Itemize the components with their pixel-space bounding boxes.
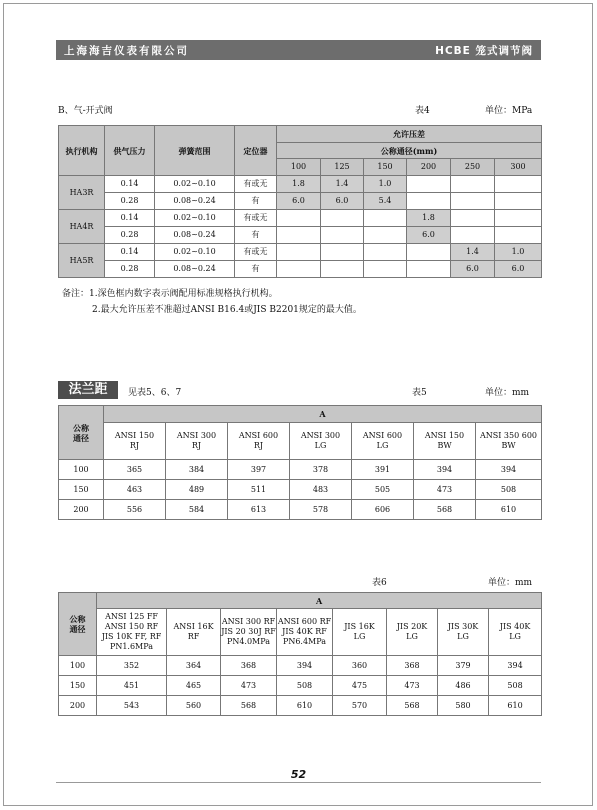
value-cell: 568 bbox=[221, 696, 277, 716]
dn-cell: 200 bbox=[59, 500, 104, 520]
value-cell: 365 bbox=[104, 460, 166, 480]
col-supply: 供气压力 bbox=[105, 126, 155, 176]
spring-cell: 0.08~0.24 bbox=[155, 227, 235, 244]
positioner-cell: 有或无 bbox=[235, 210, 277, 227]
flange-col-header: ANSI 150 RJ bbox=[104, 423, 166, 460]
value-cell bbox=[495, 176, 542, 193]
value-cell: 394 bbox=[489, 656, 542, 676]
dn-header: 200 bbox=[407, 159, 451, 176]
positioner-cell: 有 bbox=[235, 261, 277, 278]
table5-flange bbox=[58, 405, 542, 520]
value-cell: 1.4 bbox=[451, 244, 495, 261]
t5-a: A bbox=[104, 406, 542, 423]
value-cell: 397 bbox=[228, 460, 290, 480]
value-cell: 1.0 bbox=[495, 244, 542, 261]
supply-cell: 0.14 bbox=[105, 244, 155, 261]
value-cell bbox=[495, 193, 542, 210]
value-cell: 6.0 bbox=[451, 261, 495, 278]
value-cell: 394 bbox=[476, 460, 542, 480]
value-cell bbox=[321, 261, 364, 278]
supply-cell: 0.28 bbox=[105, 193, 155, 210]
value-cell: 1.8 bbox=[407, 210, 451, 227]
positioner-cell: 有或无 bbox=[235, 244, 277, 261]
flange-col-header: JIS 40K LG bbox=[489, 609, 542, 656]
table-row bbox=[59, 244, 542, 261]
table4-pressure bbox=[58, 125, 542, 278]
table-row bbox=[59, 176, 542, 193]
value-cell bbox=[451, 176, 495, 193]
dn-cell: 150 bbox=[59, 480, 104, 500]
flange-col-header: ANSI 125 FF ANSI 150 RF JIS 10K FF, RF PN1.6MPa bbox=[97, 609, 167, 656]
table-row bbox=[59, 696, 542, 716]
spring-cell: 0.02~0.10 bbox=[155, 210, 235, 227]
supply-cell: 0.28 bbox=[105, 261, 155, 278]
value-cell: 463 bbox=[104, 480, 166, 500]
dn-header: 250 bbox=[451, 159, 495, 176]
table4-number: 表4 bbox=[415, 106, 430, 116]
table-row bbox=[59, 480, 542, 500]
value-cell bbox=[407, 176, 451, 193]
value-cell: 1.0 bbox=[364, 176, 407, 193]
dn-header: 300 bbox=[495, 159, 542, 176]
table4-unit: 单位：MPa bbox=[485, 106, 533, 116]
actuator-cell: HA3R bbox=[59, 176, 105, 210]
value-cell bbox=[451, 227, 495, 244]
section-b-title: B、气-开式阀 bbox=[58, 106, 113, 116]
value-cell: 508 bbox=[277, 676, 333, 696]
value-cell: 394 bbox=[414, 460, 476, 480]
value-cell bbox=[364, 261, 407, 278]
table-row bbox=[59, 193, 542, 210]
value-cell: 613 bbox=[228, 500, 290, 520]
col-nominal: 公称通径(mm) bbox=[277, 143, 542, 159]
table-row bbox=[59, 227, 542, 244]
col-actuator: 执行机构 bbox=[59, 126, 105, 176]
table-row bbox=[59, 261, 542, 278]
value-cell bbox=[321, 227, 364, 244]
value-cell: 511 bbox=[228, 480, 290, 500]
value-cell: 486 bbox=[438, 676, 489, 696]
value-cell: 1.8 bbox=[277, 176, 321, 193]
col-positioner: 定位器 bbox=[235, 126, 277, 176]
value-cell: 606 bbox=[352, 500, 414, 520]
product-title: HCBE 笼式调节阀 bbox=[435, 45, 533, 57]
value-cell: 451 bbox=[97, 676, 167, 696]
value-cell bbox=[451, 193, 495, 210]
value-cell: 489 bbox=[166, 480, 228, 500]
value-cell: 352 bbox=[97, 656, 167, 676]
supply-cell: 0.14 bbox=[105, 210, 155, 227]
flange-col-header: ANSI 600 RJ bbox=[228, 423, 290, 460]
value-cell bbox=[321, 244, 364, 261]
col-spring: 弹簧范围 bbox=[155, 126, 235, 176]
table6-unit: 单位：mm bbox=[488, 578, 533, 588]
dn-cell: 100 bbox=[59, 460, 104, 480]
value-cell: 473 bbox=[387, 676, 438, 696]
value-cell bbox=[451, 210, 495, 227]
flange-col-header: ANSI 600 RF JIS 40K RF PN6.4MPa bbox=[277, 609, 333, 656]
value-cell bbox=[495, 210, 542, 227]
value-cell: 368 bbox=[221, 656, 277, 676]
spring-cell: 0.02~0.10 bbox=[155, 244, 235, 261]
value-cell: 560 bbox=[167, 696, 221, 716]
table-row bbox=[59, 500, 542, 520]
table-row bbox=[59, 460, 542, 480]
value-cell: 556 bbox=[104, 500, 166, 520]
flange-see: 见表5、6、7 bbox=[128, 388, 182, 398]
flange-col-header: ANSI 300 RF JIS 20 30J RF PN4.0MPa bbox=[221, 609, 277, 656]
value-cell: 391 bbox=[352, 460, 414, 480]
t6-a: A bbox=[97, 593, 542, 609]
value-cell: 580 bbox=[438, 696, 489, 716]
value-cell bbox=[364, 210, 407, 227]
value-cell: 543 bbox=[97, 696, 167, 716]
value-cell: 570 bbox=[333, 696, 387, 716]
flange-col-header: ANSI 600 LG bbox=[352, 423, 414, 460]
value-cell: 394 bbox=[277, 656, 333, 676]
table-row bbox=[59, 210, 542, 227]
table6-number: 表6 bbox=[372, 578, 387, 588]
table5-unit: 单位：mm bbox=[485, 388, 530, 398]
table6-flange bbox=[58, 592, 542, 716]
value-cell: 578 bbox=[290, 500, 352, 520]
flange-badge: 法兰距 bbox=[58, 381, 118, 399]
flange-col-header: ANSI 300 LG bbox=[290, 423, 352, 460]
value-cell: 360 bbox=[333, 656, 387, 676]
company-name: 上海海吉仪表有限公司 bbox=[64, 45, 189, 57]
value-cell: 6.0 bbox=[495, 261, 542, 278]
value-cell bbox=[364, 227, 407, 244]
table5-number: 表5 bbox=[412, 388, 427, 398]
t5-nominal: 公称 通径 bbox=[59, 406, 104, 460]
value-cell: 610 bbox=[476, 500, 542, 520]
note-2: 2.最大允许压差不准超过ANSI B16.4或JIS B2201规定的最大值。 bbox=[92, 305, 362, 315]
value-cell: 505 bbox=[352, 480, 414, 500]
value-cell bbox=[495, 227, 542, 244]
dn-cell: 100 bbox=[59, 656, 97, 676]
value-cell: 378 bbox=[290, 460, 352, 480]
flange-col-header: ANSI 350 600 BW bbox=[476, 423, 542, 460]
dn-header: 125 bbox=[321, 159, 364, 176]
dn-cell: 150 bbox=[59, 676, 97, 696]
page-header bbox=[56, 40, 541, 60]
flange-col-header: ANSI 16K RF bbox=[167, 609, 221, 656]
value-cell bbox=[321, 210, 364, 227]
actuator-cell: HA5R bbox=[59, 244, 105, 278]
note-1: 备注：1.深色框内数字表示阀配用标准规格执行机构。 bbox=[62, 289, 278, 299]
dn-header: 100 bbox=[277, 159, 321, 176]
spring-cell: 0.08~0.24 bbox=[155, 261, 235, 278]
dn-header: 150 bbox=[364, 159, 407, 176]
positioner-cell: 有 bbox=[235, 227, 277, 244]
value-cell: 384 bbox=[166, 460, 228, 480]
value-cell: 6.0 bbox=[321, 193, 364, 210]
value-cell: 508 bbox=[476, 480, 542, 500]
value-cell: 508 bbox=[489, 676, 542, 696]
col-allowed: 允许压差 bbox=[277, 126, 542, 143]
value-cell: 473 bbox=[414, 480, 476, 500]
table-row bbox=[59, 656, 542, 676]
spring-cell: 0.02~0.10 bbox=[155, 176, 235, 193]
positioner-cell: 有或无 bbox=[235, 176, 277, 193]
flange-col-header: JIS 16K LG bbox=[333, 609, 387, 656]
value-cell: 379 bbox=[438, 656, 489, 676]
supply-cell: 0.14 bbox=[105, 176, 155, 193]
flange-col-header: ANSI 150 BW bbox=[414, 423, 476, 460]
footer-rule bbox=[56, 782, 541, 783]
value-cell bbox=[277, 210, 321, 227]
value-cell bbox=[277, 227, 321, 244]
dn-cell: 200 bbox=[59, 696, 97, 716]
positioner-cell: 有 bbox=[235, 193, 277, 210]
value-cell: 364 bbox=[167, 656, 221, 676]
t6-nominal: 公称 通径 bbox=[59, 593, 97, 656]
actuator-cell: HA4R bbox=[59, 210, 105, 244]
value-cell: 368 bbox=[387, 656, 438, 676]
spring-cell: 0.08~0.24 bbox=[155, 193, 235, 210]
flange-col-header: ANSI 300 RJ bbox=[166, 423, 228, 460]
value-cell: 568 bbox=[387, 696, 438, 716]
value-cell bbox=[407, 244, 451, 261]
value-cell: 483 bbox=[290, 480, 352, 500]
value-cell: 584 bbox=[166, 500, 228, 520]
value-cell: 610 bbox=[277, 696, 333, 716]
value-cell: 5.4 bbox=[364, 193, 407, 210]
value-cell bbox=[277, 261, 321, 278]
value-cell: 6.0 bbox=[407, 227, 451, 244]
value-cell bbox=[407, 261, 451, 278]
value-cell: 6.0 bbox=[277, 193, 321, 210]
value-cell: 475 bbox=[333, 676, 387, 696]
value-cell bbox=[407, 193, 451, 210]
value-cell: 568 bbox=[414, 500, 476, 520]
flange-col-header: JIS 20K LG bbox=[387, 609, 438, 656]
value-cell: 1.4 bbox=[321, 176, 364, 193]
value-cell: 473 bbox=[221, 676, 277, 696]
flange-col-header: JIS 30K LG bbox=[438, 609, 489, 656]
notes bbox=[62, 286, 362, 318]
value-cell bbox=[364, 244, 407, 261]
supply-cell: 0.28 bbox=[105, 227, 155, 244]
value-cell bbox=[277, 244, 321, 261]
table-row bbox=[59, 676, 542, 696]
value-cell: 610 bbox=[489, 696, 542, 716]
page-number: 52 bbox=[290, 768, 307, 781]
value-cell: 465 bbox=[167, 676, 221, 696]
